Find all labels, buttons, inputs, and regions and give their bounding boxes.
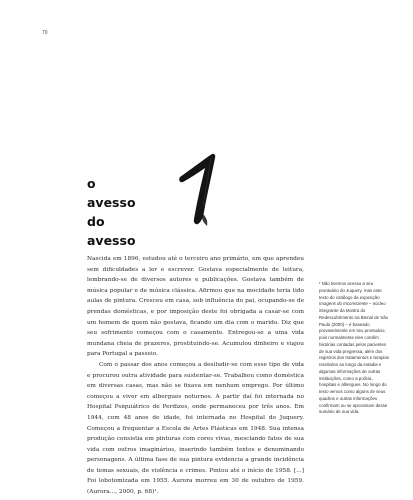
brush-numeral-icon	[176, 150, 236, 230]
chapter-title-line: avesso	[87, 195, 136, 210]
body-paragraph: Nascida em 1896, estudou até o terceiro ano primário, em que aprendeu sem dificuldades a ler e escrever. Gostava especialmente de leitura, lembrando-se de diversos autores e publicações. Gostava também de música popular e de música clássica. Afirmou que na mocidade teria tido aulas de pintura. Cresceu em casa, sob influência do pai, ocupando-se de prendas domésticas, e por imposição deste foi obrigada a casar-se com um homem de quem não gostava, ficando um dia com o marido. Diz que seu sofrimento começou com o casamento. Entregou-se a uma vida mundana cheia de prazeres, prostituindo-se. Acumulou dinheiro e viajou para Portugal a passeio.	[87, 256, 304, 358]
chapter-title-line: o	[87, 176, 96, 191]
main-text	[87, 254, 304, 498]
footnote-text-start: ¹ Não tivemos acesso a seu prontuário do Juquery, mas este texto do catálogo da exposição	[319, 281, 382, 300]
chapter-title	[87, 174, 177, 250]
footnote-text-end: – núcleo integrante da Mostra do Redescobrimento na Bienal de São Paulo (2000) – é baseado provavelmente em seu prontuário, pois normalmente eles contêm histórias contadas pelos pacientes de sua vida pregressa, além dos registros dos tratamentos e terapias recebidos ao longo da estadia e algumas informações de outras instituições, como a polícia, hospitais e albergues. No longo do texto vemos como alguns de seus quadros e outras informações confirmam ou se aproximam desse sumário de sua vida.	[319, 301, 390, 415]
chapter-title-line: do	[87, 214, 105, 229]
footnote-text	[319, 281, 391, 416]
footnote-exhibition-title: Imagens do Inconsciente	[319, 301, 368, 307]
page-number: 70	[42, 30, 48, 36]
body-paragraph: Com o passar dos anos começou a desiludir-se com esse tipo de vida e procurou outra atividade para sustentar-se. Trabalhou como doméstica em diversas casas, mas não se fixava em nenhum emprego. Por último começou a viver em albergues noturnos. A partir daí foi internada no Hospital Psiquiátrico de Perdizes, onde permaneceu por três anos. Em 1944, com 48 anos de idade, foi internada no Hospital do Juquery. Começou a frequentar a Escola de Artes Plásticas em 1948. Sua intensa produção consistia em pinturas com cores vivas, mesclando fatos de sua vida com outros imaginários, inserindo também textos e denominando personagens. A última fase de sua pintura evidencia a grande incidência de temas sexuais, de violência e crimes. Pintou até o início de 1958. [...] Foi lobotomizada em 1955. Aurora morreu em 30 de outubro de 1959. (Aurora..., 2000, p. 68)¹.	[87, 361, 304, 496]
side-note	[319, 281, 391, 416]
chapter-title-line: avesso	[87, 233, 136, 248]
